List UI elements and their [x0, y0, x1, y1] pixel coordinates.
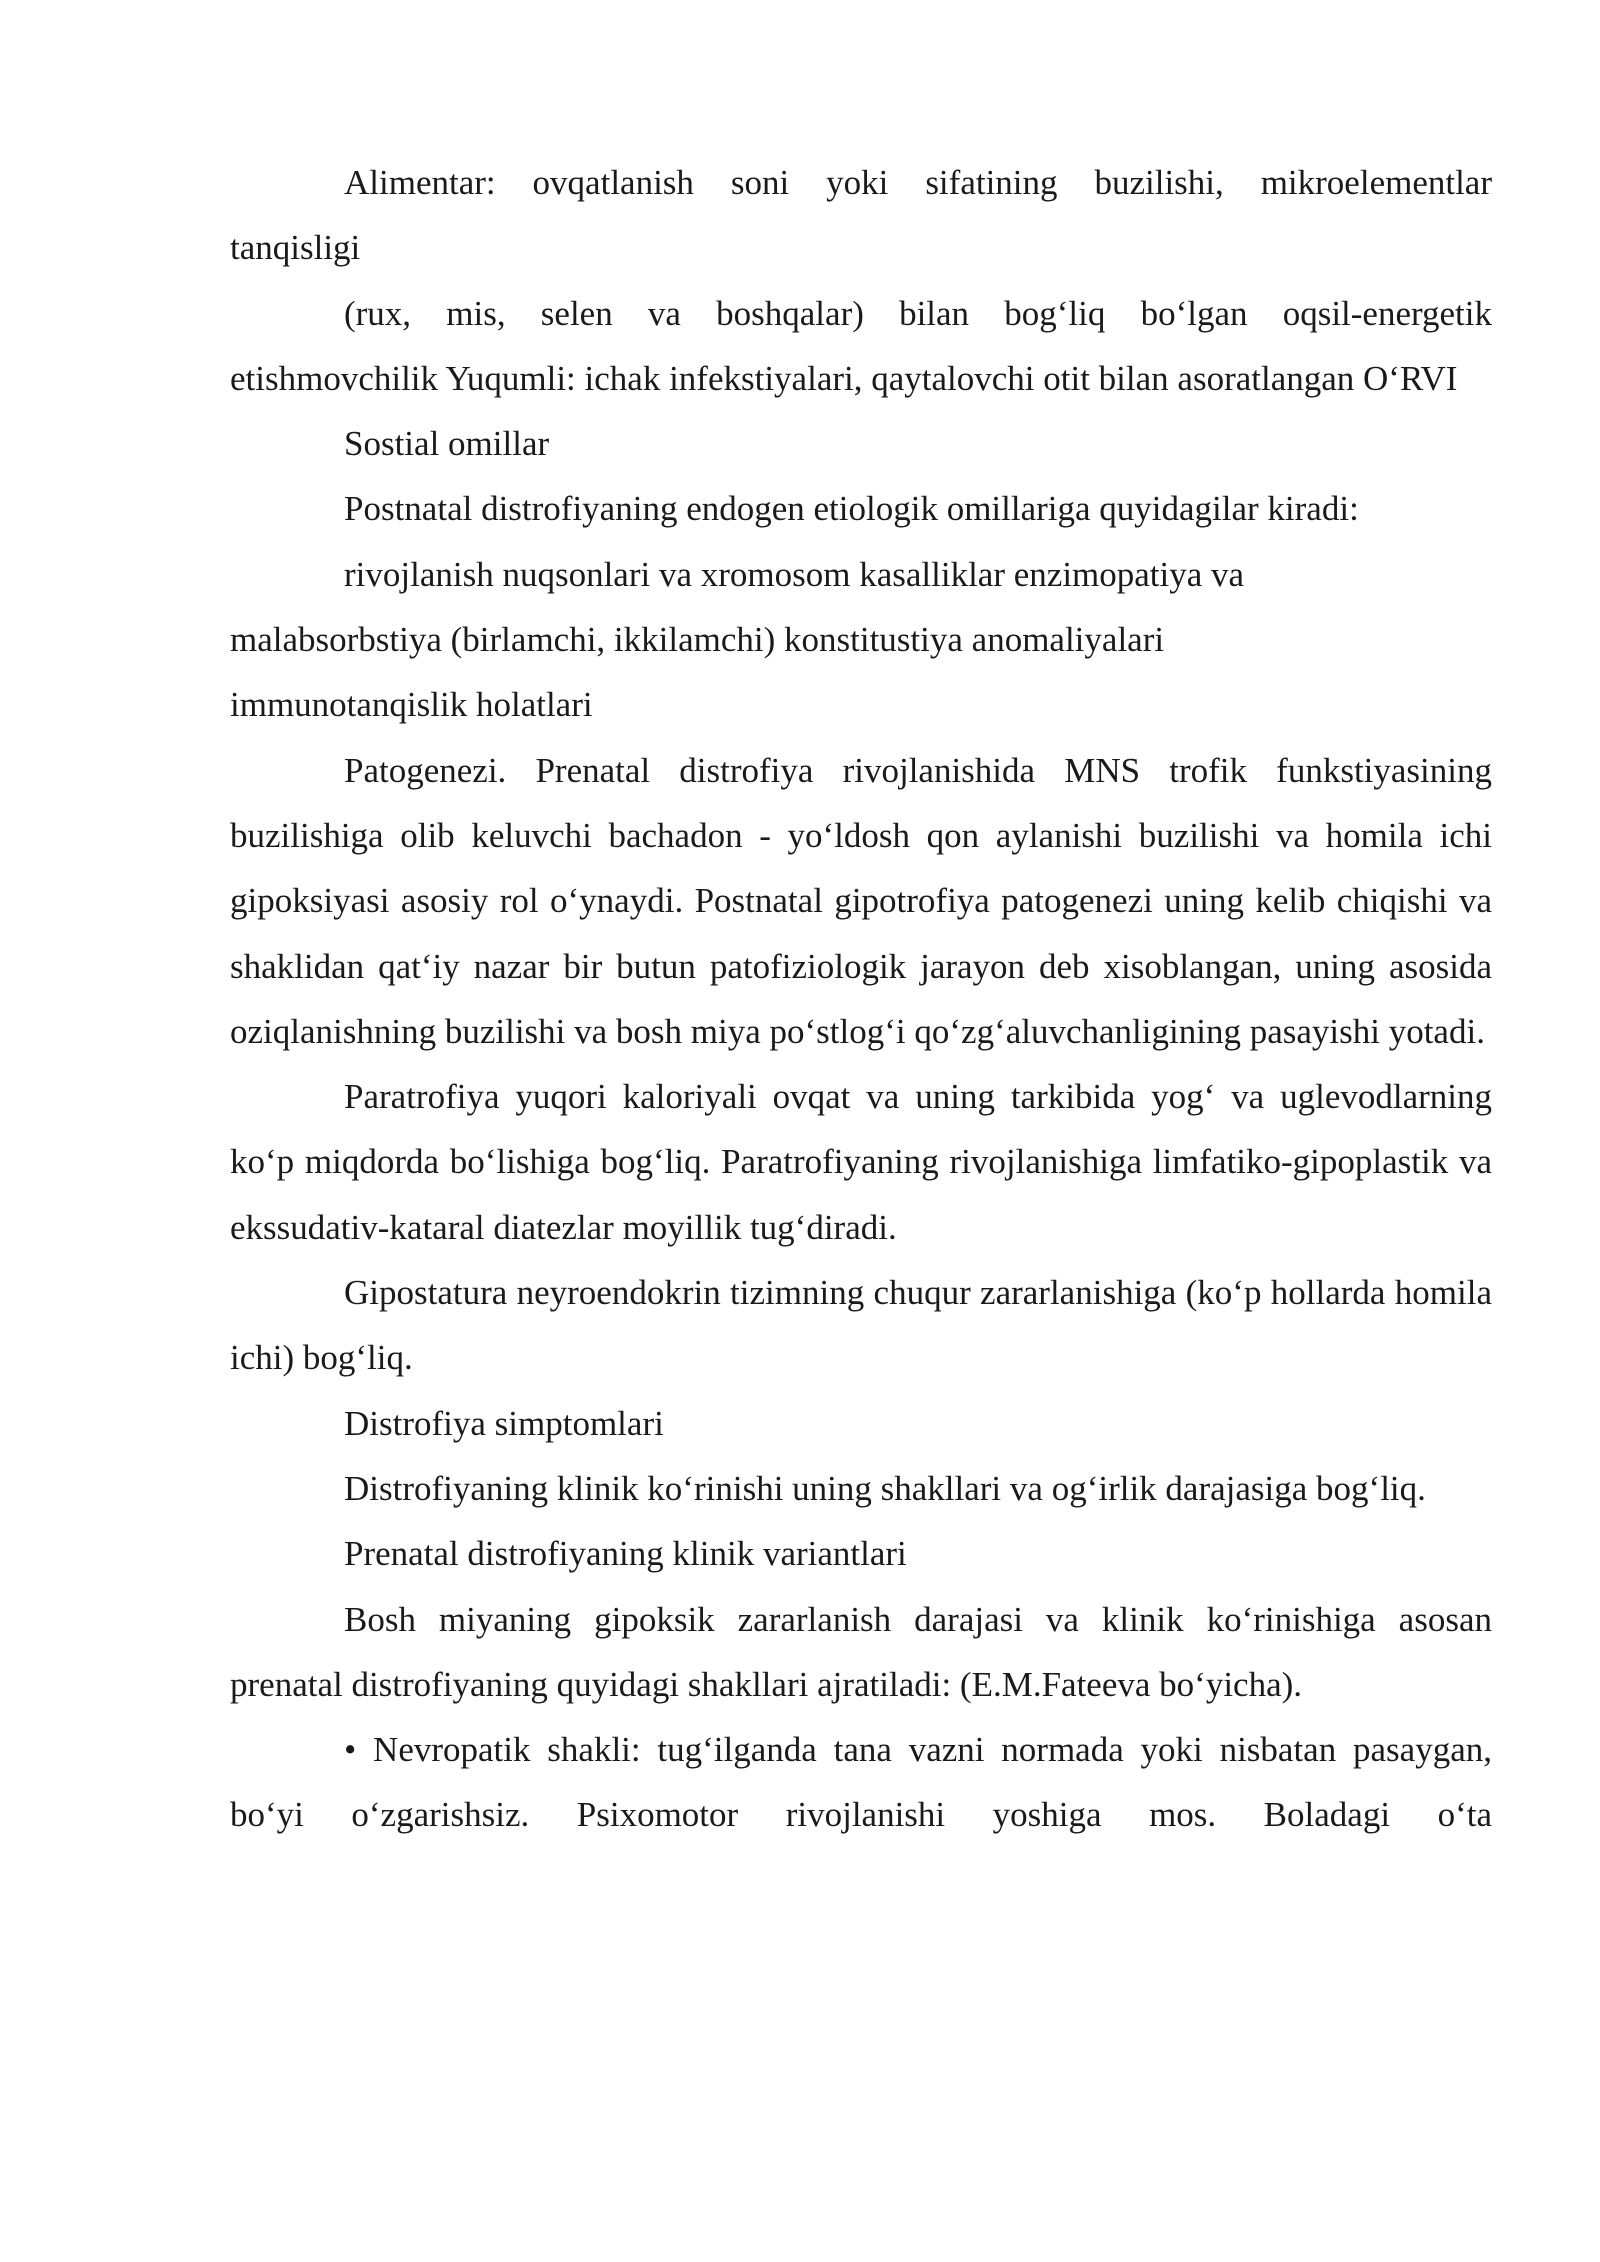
paragraph-malabsorbstiya: malabsorbstiya (birlamchi, ikkilamchi) konstitustiya anomaliyalari: [230, 620, 1165, 660]
paragraph-klinik-korinishi: Distrofiyaning klinik ko‘rinishi uning shakllari va og‘irlik darajasiga bog‘liq.: [344, 1468, 1426, 1508]
paragraph-rux-mis: (rux, mis, selen va boshqalar) bilan bog‘liq bo‘lgan oqsil-energetik etishmovchilik Yuqumli: ichak infekstiyalari, qaytalovchi otit bilan asoratlangan O‘RVI: [230, 293, 1492, 398]
paragraph-sostial-omillar: Sostial omillar: [344, 424, 550, 464]
paragraph-alimentar: Alimentar: ovqatlanish soni yoki sifatining buzilishi, mikroelementlar: [344, 163, 1492, 202]
paragraph-bosh-miyaning: Bosh miyaning gipoksik zararlanish darajasi va klinik ko‘rinishiga asosan prenatal distrofiyaning quyidagi shakllari ajratiladi: (E.M.Fateeva bo‘yicha).: [230, 1599, 1492, 1704]
paragraph-nevropatik-shakli: • Nevropatik shakli: tug‘ilganda tana vazni normada yoki nisbatan pasaygan, bo‘yi o‘zgarishsiz. Psixomotor rivojlanishi yoshiga mos. Boladagi o‘ta: [230, 1730, 1492, 1835]
paragraph-paratrofiya: Paratrofiya yuqori kaloriyali ovqat va uning tarkibida yog‘ va uglevodlarning ko‘p miqdorda bo‘lishiga bog‘liq. Paratrofiyaning rivojlanishiga limfatiko-gipoplastik va ekssudativ-kataral diatezlar moyillik tug‘diradi.: [230, 1077, 1492, 1247]
heading-distrofiya-simptomlari: Distrofiya simptomlari: [344, 1403, 664, 1443]
paragraph-postnatal-endogen: Postnatal distrofiyaning endogen etiologik omillariga quyidagilar kiradi:: [344, 489, 1359, 529]
paragraph-patogenezi: Patogenezi. Prenatal distrofiya rivojlanishida MNS trofik funkstiyasining buzilishiga olib keluvchi bachadon - yo‘ldosh qon aylanishi buzilishi va homila ichi gipoksiyasi asosiy rol o‘ynaydi. Postnatal gipotrofiya patogenezi uning kelib chiqishi va shaklidan qat‘iy nazar bir butun patofiziologik jarayon deb xisoblangan, uning asosida oziqlanishning buzilishi va bosh miya po‘stlog‘i qo‘zg‘aluvchanligining pasayishi yotadi.: [230, 750, 1492, 1051]
document-page: [230, 150, 1492, 1848]
paragraph-rivojlanish-nuqsonlari: rivojlanish nuqsonlari va xromosom kasalliklar enzimopatiya va: [344, 554, 1245, 594]
paragraph-tanqisligi: tanqisligi: [230, 228, 361, 268]
paragraph-gipostatura: Gipostatura neyroendokrin tizimning chuqur zararlanishiga (ko‘p hollarda homila ichi) bog‘liq.: [230, 1273, 1492, 1378]
paragraph-immunotanqislik: immunotanqislik holatlari: [230, 685, 593, 725]
heading-prenatal-klinik-variantlari: Prenatal distrofiyaning klinik variantlari: [344, 1534, 907, 1574]
